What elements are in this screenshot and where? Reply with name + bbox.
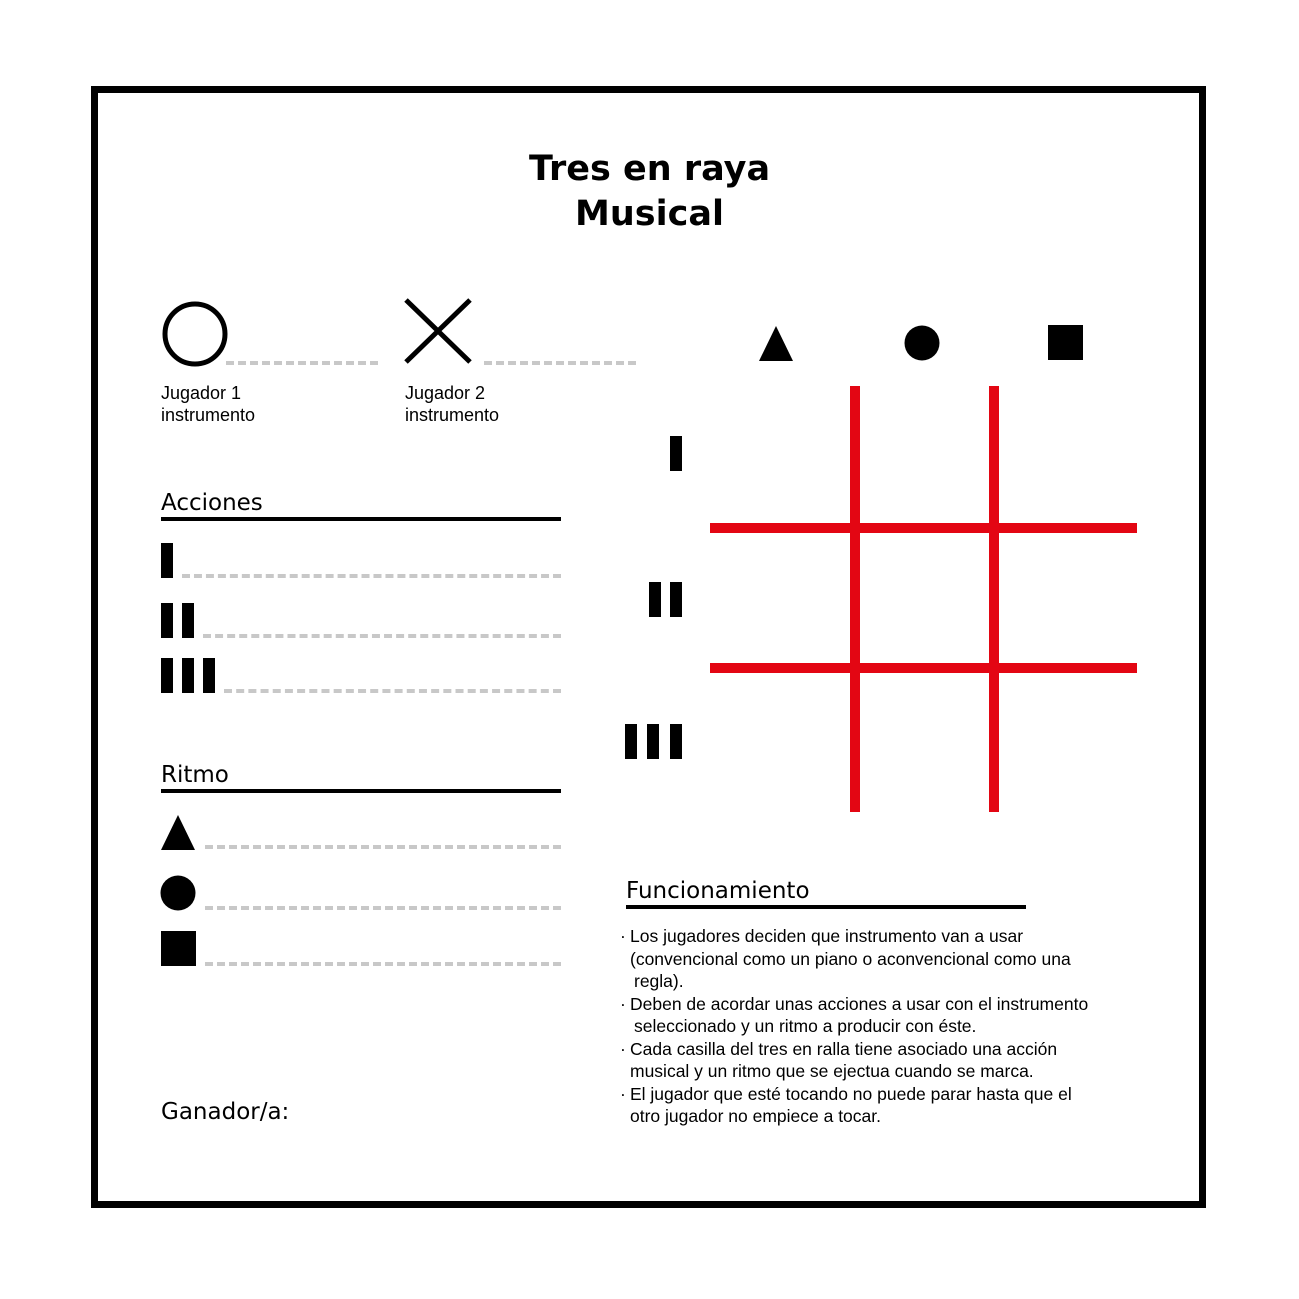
rule-item: · Deben de acordar unas acciones a usar con el instrumento seleccionado y un ritmo a producir con éste.	[620, 993, 1140, 1038]
circle-filled-icon	[903, 324, 941, 362]
player2-sublabel: instrumento	[405, 405, 500, 425]
square-icon	[1048, 325, 1083, 360]
ritmo-heading: Ritmo	[161, 762, 229, 788]
player2-label: Jugador 2	[405, 383, 486, 403]
rule-item: · Cada casilla del tres en ralla tiene asociado una acción musical y un ritmo que se ejectua cuando se marca.	[620, 1038, 1140, 1083]
funcionamiento-heading: Funcionamiento	[626, 878, 810, 904]
accion-3-field[interactable]	[224, 689, 561, 693]
board-cell[interactable]	[860, 673, 989, 812]
funcionamiento-divider	[626, 905, 1026, 909]
rules-list	[620, 925, 1140, 1128]
board-cell[interactable]	[710, 533, 850, 663]
page-title-line2: Musical	[575, 194, 724, 234]
ritmo-2-field[interactable]	[205, 906, 561, 910]
square-icon	[161, 931, 196, 966]
player1-instrument-field[interactable]	[226, 361, 378, 365]
board-cell[interactable]	[999, 673, 1137, 812]
board-cell[interactable]	[710, 386, 850, 523]
acciones-divider	[161, 517, 561, 521]
ritmo-divider	[161, 789, 561, 793]
rule-item: · Los jugadores deciden que instrumento van a usar (convencional como un piano o aconvencional como una regla).	[620, 925, 1140, 993]
board-cell[interactable]	[999, 533, 1137, 663]
page-title-line1: Tres en raya	[528, 149, 771, 189]
grid-line-vertical-2	[989, 386, 999, 812]
grid-line-horizontal-1	[710, 523, 1137, 533]
player2-instrument-field[interactable]	[484, 361, 636, 365]
grid-line-horizontal-2	[710, 663, 1137, 673]
player1-sublabel: instrumento	[161, 405, 256, 425]
triangle-icon	[757, 324, 795, 362]
player1-label: Jugador 1	[161, 383, 242, 403]
roman-one-icon	[161, 543, 173, 578]
rule-item: · El jugador que esté tocando no puede parar hasta que el otro jugador no empiece a tocar.	[620, 1083, 1140, 1128]
x-mark-icon	[402, 296, 474, 368]
triangle-icon	[159, 813, 197, 851]
accion-2-field[interactable]	[203, 634, 561, 638]
circle-filled-icon	[159, 874, 197, 912]
winner-label: Ganador/a:	[161, 1099, 290, 1125]
circle-outline-icon	[158, 297, 232, 371]
grid-line-vertical-1	[850, 386, 860, 812]
board-cell[interactable]	[860, 386, 989, 523]
acciones-heading: Acciones	[161, 490, 263, 516]
board-cell[interactable]	[710, 673, 850, 812]
board-cell[interactable]	[860, 533, 989, 663]
ritmo-3-field[interactable]	[205, 962, 561, 966]
accion-1-field[interactable]	[182, 574, 561, 578]
board-cell[interactable]	[999, 386, 1137, 523]
roman-one-icon	[670, 436, 682, 471]
ritmo-1-field[interactable]	[205, 845, 561, 849]
